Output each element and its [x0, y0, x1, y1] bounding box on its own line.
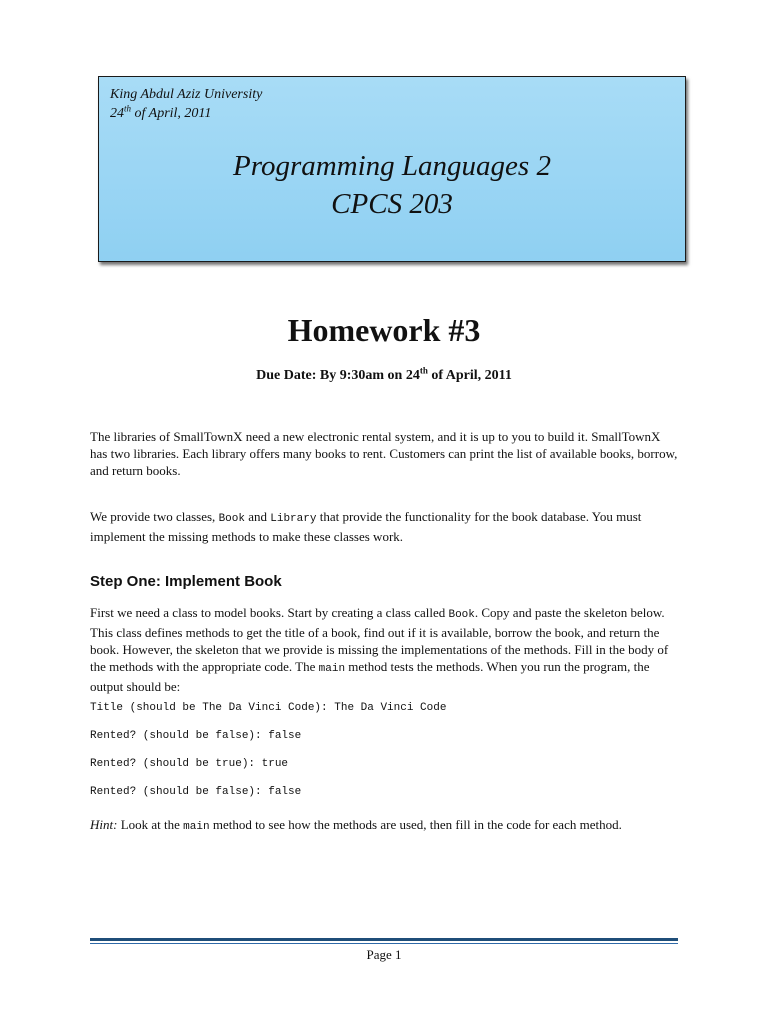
due-rest: of April, 2011: [427, 368, 512, 383]
step-before: First we need a class to model books. Start by creating a class called: [90, 605, 449, 620]
due-suffix: th: [419, 365, 428, 376]
class-library-code: Library: [270, 513, 317, 525]
footer-rule-thick: [90, 938, 678, 941]
header-date-rest: of April, 2011: [131, 106, 212, 121]
output-line: Rented? (should be false): false: [90, 730, 302, 742]
due-date: [0, 366, 768, 386]
class-book-code: Book: [218, 513, 245, 525]
homework-title: Homework #3: [287, 312, 481, 348]
hint-after: method to see how the methods are used, then fill in the code for each method.: [209, 817, 622, 832]
provide-after: that provide the functionality for the book database. You must implement the missing methods to make these classes work.: [90, 509, 642, 544]
step-class-code: Book: [448, 609, 475, 621]
hint-label: Hint:: [90, 817, 118, 832]
provide-and: and: [244, 509, 271, 524]
course-title: Programming Languages 2: [233, 150, 551, 182]
step-main-code: main: [318, 663, 346, 675]
step-after: method tests the methods. When you run the program, the output should be:: [90, 659, 650, 694]
hint-before: Look at the: [117, 817, 184, 832]
step-one-paragraph: [90, 604, 680, 695]
hint-paragraph: [90, 816, 680, 836]
course-code: CPCS 203: [331, 188, 453, 220]
step-one-heading: Step One: Implement Book: [90, 573, 282, 590]
header-box: [98, 76, 686, 262]
footer-rule-thin: [90, 943, 678, 944]
intro-paragraph: The libraries of SmallTownX need a new electronic rental system, and it is up to you to build it. SmallTownX has two libraries. Each library offers many books to rent. Customers can print the list of available books, borrow, and return books.: [90, 429, 678, 478]
page-number: Page 1: [366, 947, 402, 962]
provide-before: We provide two classes,: [90, 509, 219, 524]
university-name: King Abdul Aziz University: [110, 87, 263, 102]
header-date-suffix: th: [124, 103, 132, 114]
output-line: Title (should be The Da Vinci Code): The Da Vinci Code: [90, 702, 447, 714]
step-middle: . Copy and paste the skeleton below. This class defines methods to get the title of a book, find out if it is available, borrow the book, and return the book. However, the skeleton that we provide is missing the implementations of the methods. Fill in the body of the methods with the appropriate code. The: [90, 605, 669, 674]
provide-paragraph: [90, 508, 680, 545]
output-line: Rented? (should be false): false: [90, 786, 302, 798]
header-date: [110, 104, 211, 123]
output-line: Rented? (should be true): true: [90, 758, 289, 770]
due-prefix: Due Date: By 9:30am on 24: [256, 368, 420, 383]
hint-main-code: main: [183, 821, 210, 833]
header-date-day: 24: [110, 106, 124, 121]
